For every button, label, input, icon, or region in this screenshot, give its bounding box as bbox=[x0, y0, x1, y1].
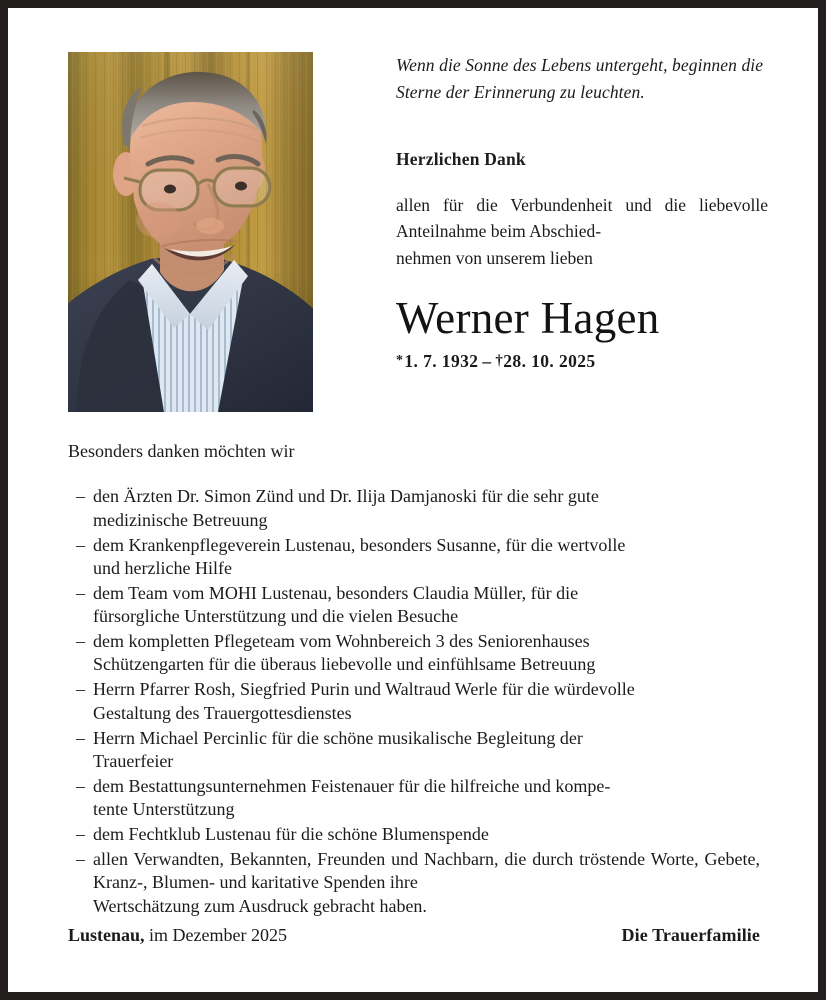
thank-you-list-item bbox=[76, 775, 760, 821]
footer-place-date bbox=[68, 925, 287, 946]
list-item-text-last-line: tente Unterstützung bbox=[93, 799, 235, 820]
thanks-paragraph bbox=[396, 192, 768, 271]
list-item-text-last-line: medizinische Betreuung bbox=[93, 509, 268, 530]
list-item-text-last-line: Gestaltung des Trauergottesdienstes bbox=[93, 702, 352, 723]
list-item-text: dem Krankenpflegeverein Lustenau, besonders Susanne, für die wertvolle bbox=[93, 534, 626, 555]
footer bbox=[68, 925, 760, 946]
list-bullet-dash: – bbox=[76, 775, 85, 796]
list-intro: Besonders danken möchten wir bbox=[68, 441, 295, 461]
thank-you-list-item bbox=[76, 630, 760, 676]
notice-inner bbox=[8, 8, 818, 992]
list-bullet-dash: – bbox=[76, 534, 85, 555]
thank-you-list bbox=[68, 485, 760, 917]
birth-date: 1. 7. 1932 bbox=[404, 351, 479, 372]
thank-you-list-item bbox=[76, 823, 760, 846]
thanks-paragraph-last-line: nehmen von unserem lieben bbox=[396, 247, 593, 268]
epitaph-verse: Wenn die Sonne des Lebens untergeht, beginnen die Sterne der Erinnerung zu leuchten. bbox=[396, 55, 764, 102]
top-section bbox=[68, 52, 768, 420]
list-bullet-dash: – bbox=[76, 582, 85, 603]
footer-place: Lustenau, bbox=[68, 925, 145, 945]
list-bullet-dash: – bbox=[76, 679, 85, 700]
list-item-text-last-line: Wertschätzung zum Ausdruck gebracht haben. bbox=[93, 895, 427, 916]
list-bullet-dash: – bbox=[76, 824, 85, 845]
list-bullet-dash: – bbox=[76, 727, 85, 748]
thank-you-list-item bbox=[76, 485, 760, 531]
thank-you-list-item bbox=[76, 727, 760, 773]
life-dates bbox=[396, 351, 768, 372]
portrait-photo bbox=[68, 52, 313, 412]
list-item-text: Herrn Michael Percinlic für die schöne musikalische Begleitung der bbox=[93, 727, 583, 748]
list-item-text: den Ärzten Dr. Simon Zünd und Dr. Ilija Damjanoski für die sehr gute bbox=[93, 486, 599, 507]
portrait-photo-image bbox=[68, 52, 313, 412]
thanks-heading: Herzlichen Dank bbox=[396, 149, 526, 170]
footer-family: Die Trauerfamilie bbox=[621, 925, 760, 945]
list-item-text: dem kompletten Pflegeteam vom Wohnbereich 3 des Seniorenhauses bbox=[93, 631, 590, 652]
deceased-name: Werner Hagen bbox=[396, 292, 660, 343]
list-item-text-last-line: Trauerfeier bbox=[93, 750, 174, 771]
list-bullet-dash: – bbox=[76, 849, 85, 870]
right-text-column bbox=[396, 52, 768, 372]
list-item-text: dem Fechtklub Lustenau für die schöne Blumenspende bbox=[93, 824, 489, 845]
thanks-paragraph-main: allen für die Verbundenheit und die liebevolle Anteilnahme beim Abschied- bbox=[396, 195, 768, 242]
thank-you-list-item bbox=[76, 534, 760, 580]
footer-date: im Dezember 2025 bbox=[149, 925, 287, 945]
list-item-text-last-line: und herzliche Hilfe bbox=[93, 557, 232, 578]
list-item-text-last-line: Schützengarten für die überaus liebevolle und einfühlsame Betreuung bbox=[93, 654, 596, 675]
date-separator: – bbox=[482, 351, 492, 372]
list-item-text-last-line: fürsorgliche Unterstützung und die vielen Besuche bbox=[93, 606, 459, 627]
thank-you-list-item bbox=[76, 848, 760, 917]
birth-symbol-icon: * bbox=[396, 353, 404, 369]
death-date: 28. 10. 2025 bbox=[503, 351, 596, 372]
list-item-text: allen Verwandten, Bekannten, Freunden und Nachbarn, die durch tröstende Worte, Gebete, Kranz-, Blumen- und karitative Spenden ihre bbox=[93, 849, 760, 893]
list-item-text: Herrn Pfarrer Rosh, Siegfried Purin und Waltraud Werle für die würdevolle bbox=[93, 679, 635, 700]
thank-you-list-item bbox=[76, 582, 760, 628]
thank-you-list-item bbox=[76, 678, 760, 724]
death-symbol-icon: † bbox=[495, 353, 504, 370]
list-bullet-dash: – bbox=[76, 631, 85, 652]
list-bullet-dash: – bbox=[76, 486, 85, 507]
list-item-text: dem Bestattungsunternehmen Feistenauer für die hilfreiche und kompe- bbox=[93, 775, 611, 796]
list-item-text: dem Team vom MOHI Lustenau, besonders Claudia Müller, für die bbox=[93, 582, 579, 603]
